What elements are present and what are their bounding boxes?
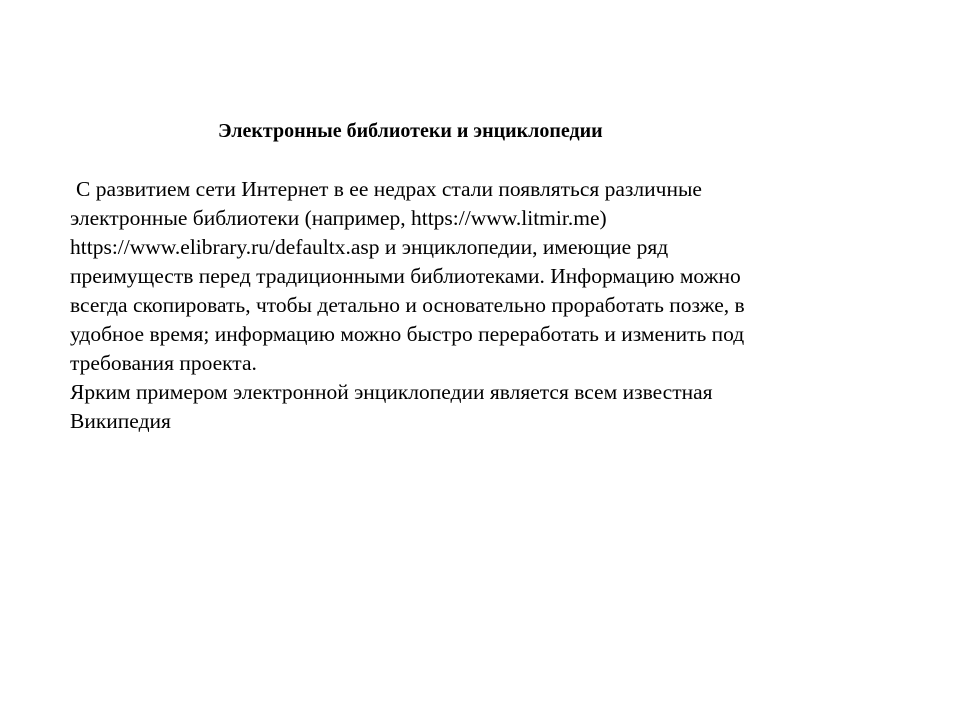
text-line-9: Википедия (70, 409, 171, 433)
text-line-3-suffix: и энциклопедии, имеющие ряд (379, 235, 669, 259)
text-line-2-suffix: ) (599, 206, 607, 230)
text-line-7: требования проекта. (70, 351, 257, 375)
text-line-4: преимуществ перед традиционными библиотеками. Информацию можно (70, 264, 741, 288)
text-line-5: всегда скопировать, чтобы детально и основательно проработать позже, в (70, 293, 745, 317)
text-line-1: С развитием сети Интернет в ее недрах стали появляться различные (76, 177, 702, 201)
litmir-link[interactable]: https://www.litmir.me (410, 206, 600, 230)
slide-title: Электронные библиотеки и энциклопедии (218, 120, 603, 142)
text-line-8: Ярким примером электронной энциклопедии является всем известная (70, 380, 713, 404)
text-line-2 (70, 204, 850, 233)
text-line-2-prefix: электронные библиотеки (например, (70, 206, 411, 230)
elibrary-link[interactable]: https://www.elibrary.ru/defaultx.asp (70, 235, 380, 259)
text-line-3 (70, 233, 850, 262)
slide-body-text (70, 175, 850, 436)
text-line-6: удобное время; информацию можно быстро переработать и изменить под (70, 322, 745, 346)
